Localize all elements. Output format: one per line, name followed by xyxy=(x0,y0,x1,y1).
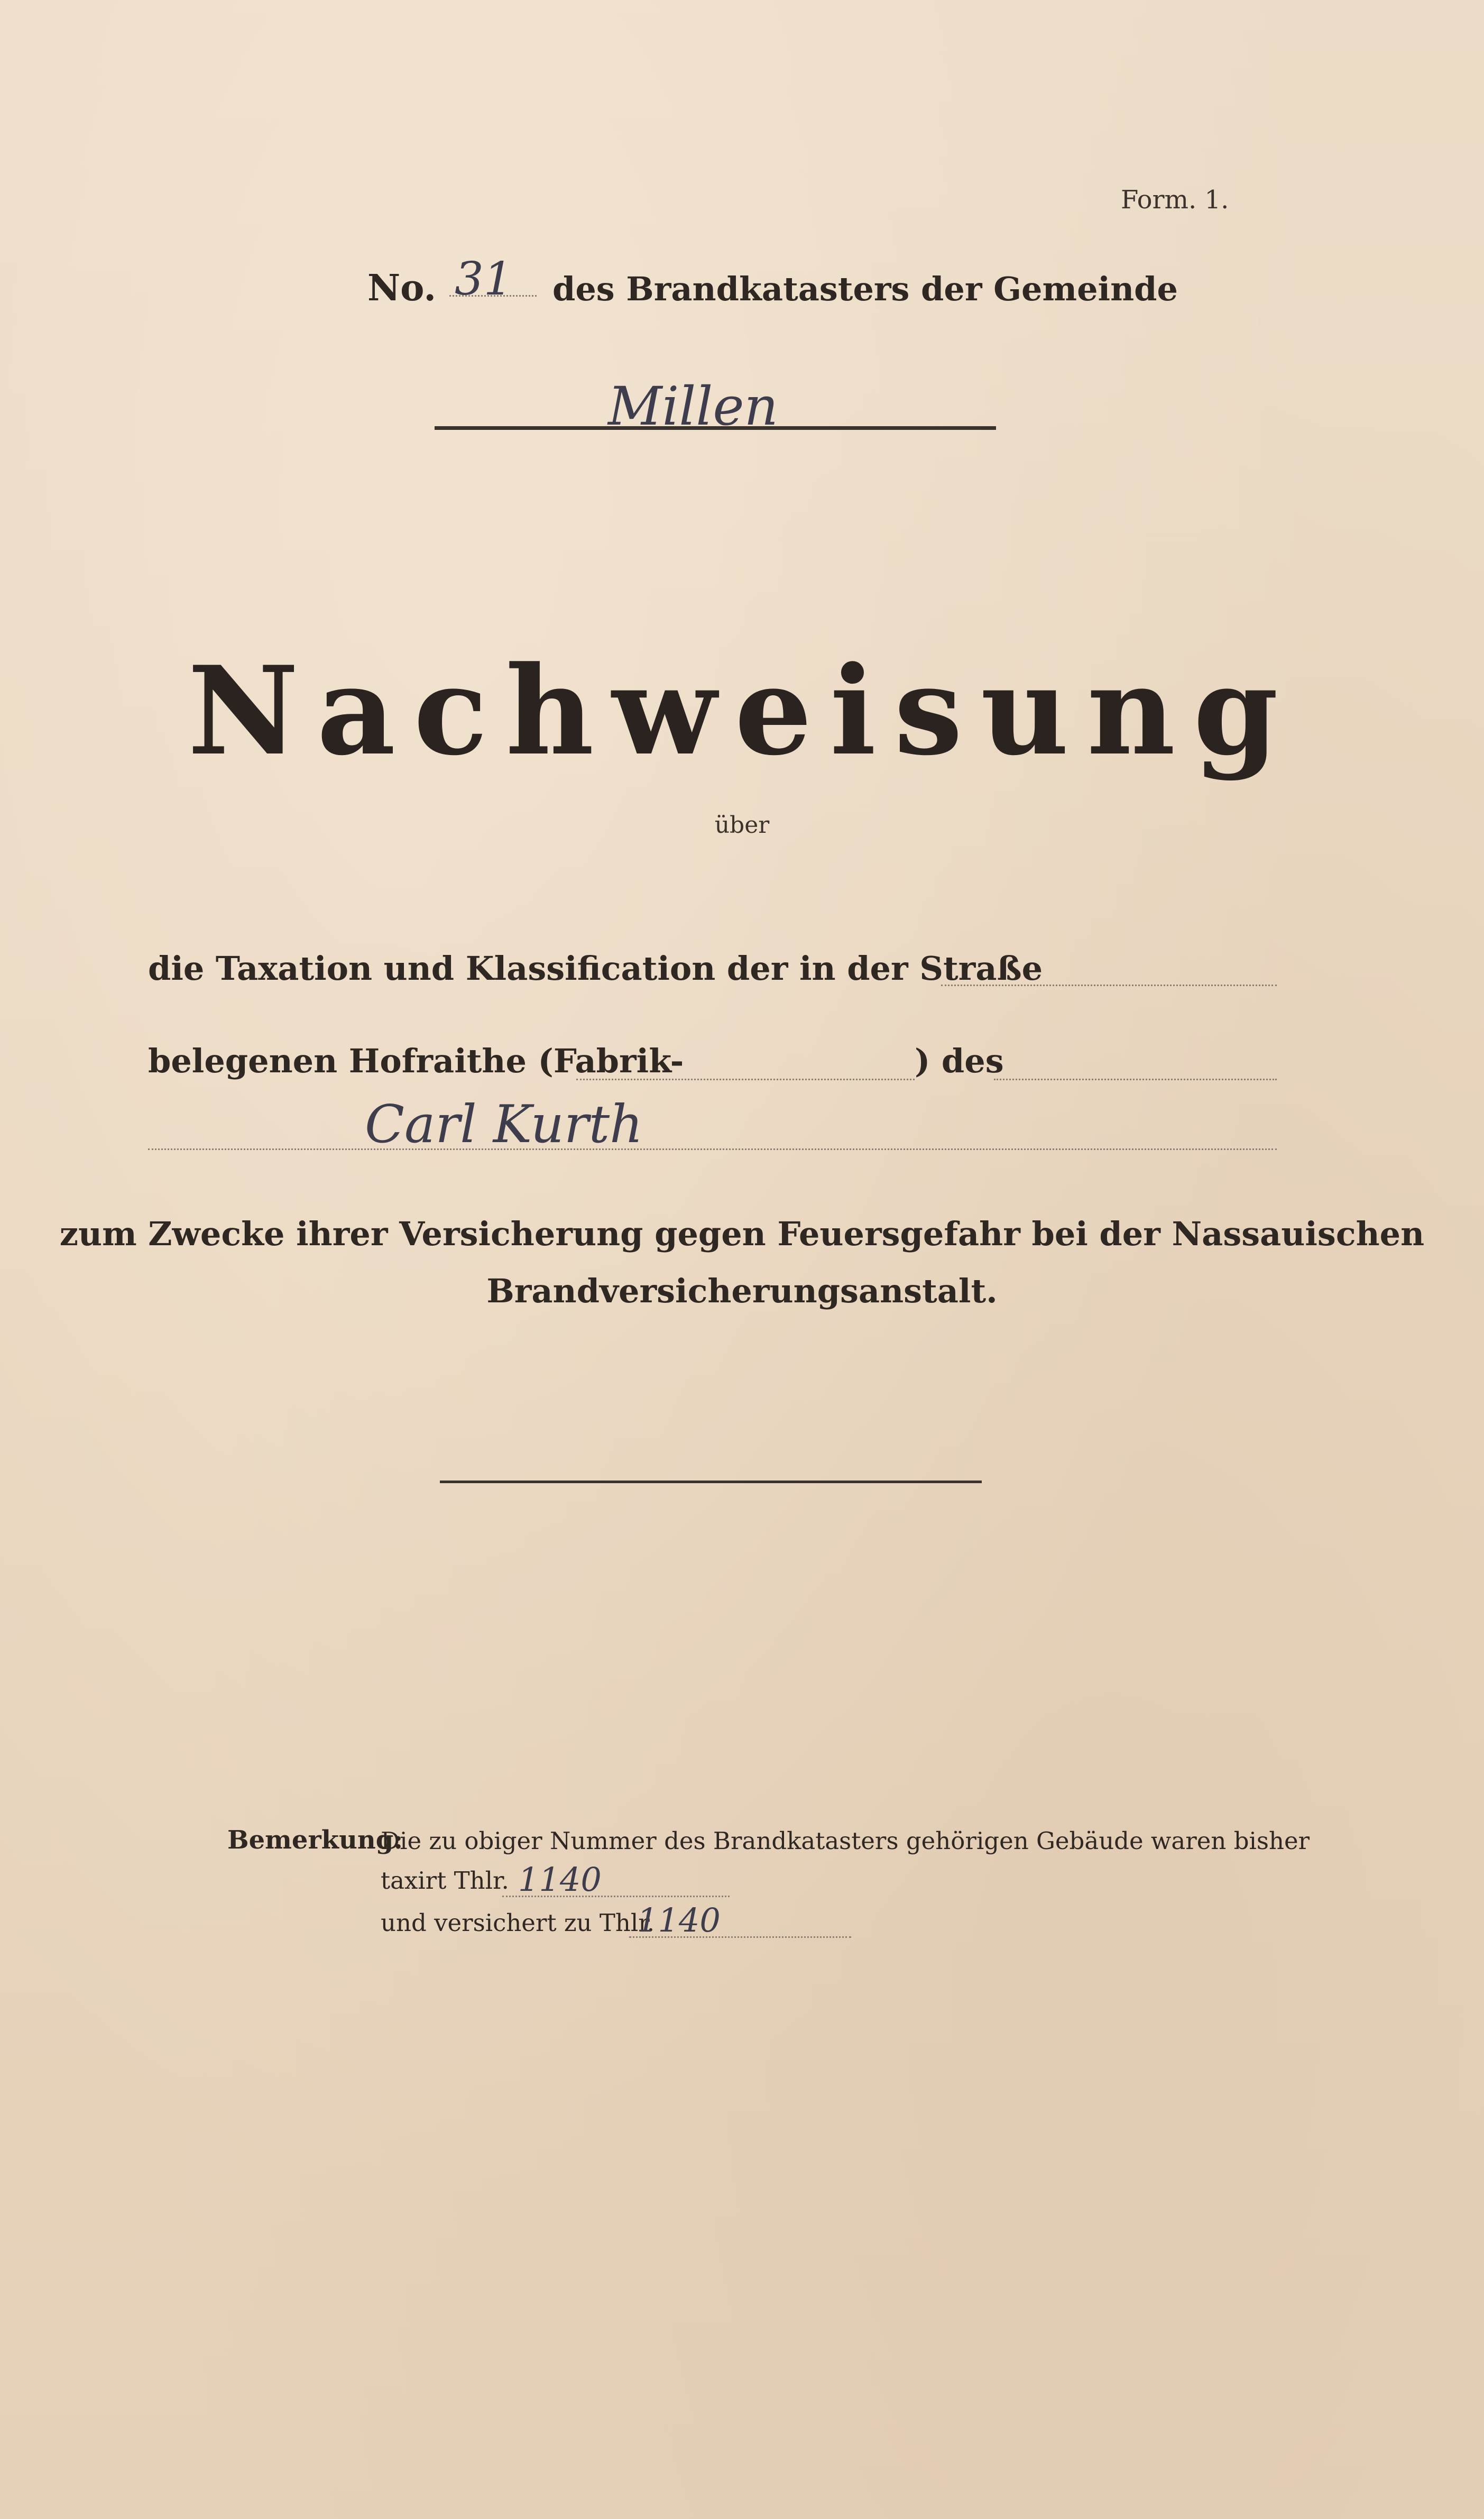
number-value: 31 xyxy=(455,253,513,306)
kataster-label: des Brandkatasters der Gemeinde xyxy=(552,270,1178,308)
separator-rule xyxy=(440,1481,982,1483)
taxation-line: die Taxation und Klassification der in der Straße xyxy=(148,949,1043,988)
remark-text: Die zu obiger Nummer des Brandkatasters gehörigen Gebäude waren bisher xyxy=(381,1827,1310,1855)
gemeinde-field-line xyxy=(435,426,996,430)
hofraithe-label: belegenen Hofraithe (Fabrik- xyxy=(148,1042,684,1080)
number-label: No. xyxy=(367,267,436,309)
form-number-label: Form. 1. xyxy=(1121,185,1229,215)
remark-label: Bemerkung: xyxy=(227,1825,403,1855)
fabrik-field-line xyxy=(576,1079,915,1080)
purpose-paragraph xyxy=(0,1206,1484,1320)
des-field-line xyxy=(994,1079,1277,1080)
owner-name-value: Carl Kurth xyxy=(365,1095,643,1155)
owner-field-line xyxy=(148,1148,1277,1150)
ueber-text: über xyxy=(714,812,770,839)
taxirt-value: 1140 xyxy=(518,1860,602,1899)
document-title: Nachweisung xyxy=(188,640,1296,783)
purpose-line-2: Brandversicherungsanstalt. xyxy=(486,1272,998,1310)
des-label: ) des xyxy=(915,1042,1004,1080)
strasse-field-line xyxy=(941,985,1277,986)
gemeinde-value: Millen xyxy=(608,375,778,437)
versichert-label: und versichert zu Thlr. xyxy=(381,1909,655,1937)
taxirt-label: taxirt Thlr. xyxy=(381,1867,509,1895)
purpose-line-1: zum Zwecke ihrer Versicherung gegen Feuersgefahr bei der Nassauischen xyxy=(59,1215,1425,1253)
versichert-value: 1140 xyxy=(637,1901,721,1939)
